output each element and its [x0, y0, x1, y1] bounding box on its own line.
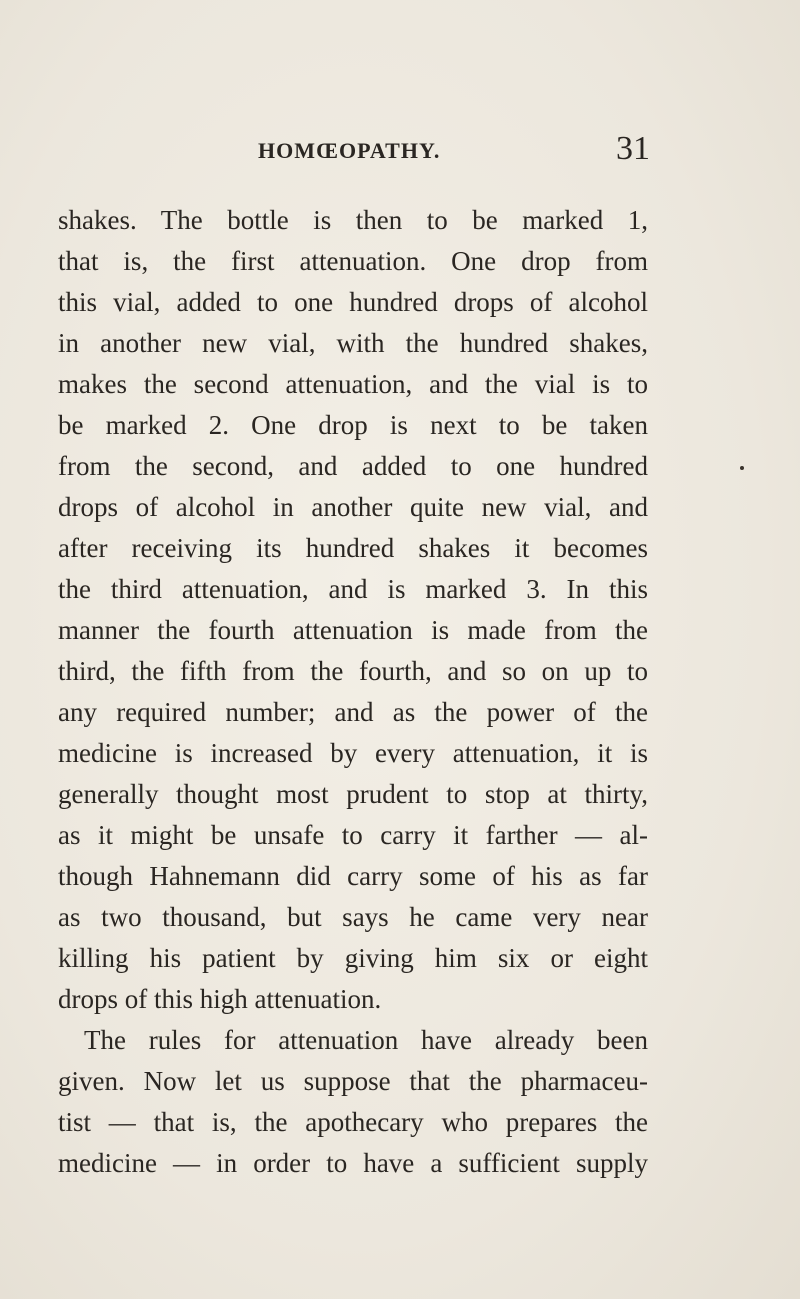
running-head [258, 130, 658, 170]
body-text [58, 200, 648, 1184]
text-line: any required number; and as the power of the [58, 697, 648, 727]
text-line: generally thought most prudent to stop at thirty, [58, 779, 648, 809]
text-line: tist — that is, the apothecary who prepares the [58, 1107, 648, 1137]
text-line: after receiving its hundred shakes it becomes [58, 533, 648, 563]
text-line: though Hahnemann did carry some of his as far [58, 861, 648, 891]
text-line: makes the second attenuation, and the vial is to [58, 369, 648, 399]
text-line: be marked 2. One drop is next to be taken [58, 410, 648, 440]
text-line: third, the fifth from the fourth, and so on up to [58, 656, 648, 686]
text-line: the third attenuation, and is marked 3. In this [58, 574, 648, 604]
text-line: given. Now let us suppose that the pharmaceu- [58, 1066, 648, 1096]
text-line: shakes. The bottle is then to be marked 1, [58, 205, 648, 235]
text-line: medicine is increased by every attenuation, it is [58, 738, 648, 768]
text-line: manner the fourth attenuation is made from the [58, 615, 648, 645]
text-line: in another new vial, with the hundred shakes, [58, 328, 648, 358]
text-line: from the second, and added to one hundred [58, 451, 648, 481]
page-number: 31 [616, 130, 650, 167]
text-line: as it might be unsafe to carry it farther — al- [58, 820, 648, 850]
text-line: The rules for attenuation have already been [84, 1025, 648, 1055]
text-line: this vial, added to one hundred drops of alcohol [58, 287, 648, 317]
text-line: drops of alcohol in another quite new vial, and [58, 492, 648, 522]
text-line: medicine — in order to have a sufficient supply [58, 1148, 648, 1178]
text-line: drops of this high attenuation. [58, 984, 382, 1014]
running-title: HOMŒOPATHY. [258, 138, 441, 163]
text-line: as two thousand, but says he came very near [58, 902, 648, 932]
text-line: killing his patient by giving him six or eight [58, 943, 648, 973]
text-line: that is, the first attenuation. One drop from [58, 246, 648, 276]
ink-speck [740, 466, 744, 470]
